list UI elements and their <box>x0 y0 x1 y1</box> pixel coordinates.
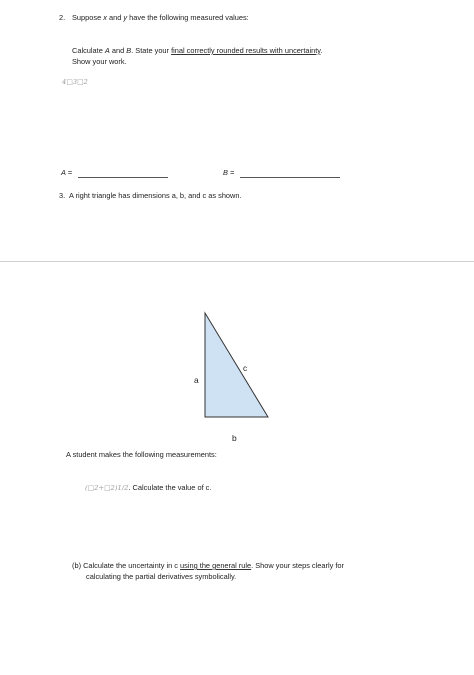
q3-part-a-text: . Calculate the value of c. <box>128 483 212 492</box>
q2-var-A: A <box>104 46 110 55</box>
q3-part-b-line1 <box>72 560 344 571</box>
right-triangle-diagram <box>190 305 280 425</box>
q2-calculate-line <box>72 45 323 56</box>
q3-part-b-underlined: using the general rule <box>180 561 252 570</box>
q2-answer-a-label: A = <box>61 168 73 177</box>
q2-prompt-and: and <box>106 13 124 22</box>
q2-calc-end: . <box>320 46 323 55</box>
page-divider <box>0 261 474 262</box>
triangle-side-b-label: b <box>232 433 237 443</box>
q2-calc-underlined: final correctly rounded results with uncertainty <box>171 46 321 55</box>
q3-number: 3. <box>59 191 66 200</box>
triangle-shape <box>205 313 268 417</box>
q2-calc-pre: Calculate <box>72 46 105 55</box>
q2-prompt <box>72 12 249 23</box>
q3-measurements-text: A student makes the following measurements: <box>66 450 217 459</box>
q2-var-y: y <box>123 13 128 22</box>
q3-part-a-line <box>85 482 211 494</box>
q3-part-b-post: . Show your steps clearly for <box>251 561 344 570</box>
q2-answer-b-blank[interactable] <box>240 177 340 178</box>
triangle-side-a-label: a <box>194 375 199 385</box>
q3-part-b-line2: calculating the partial derivatives symbolically. <box>86 572 237 581</box>
q2-var-B: B <box>126 46 132 55</box>
q2-calc-mid: . State your <box>131 46 172 55</box>
q2-prompt-pre: Suppose <box>72 13 104 22</box>
q2-answer-b-label: B = <box>223 168 235 177</box>
q2-prompt-post: have the following measured values: <box>127 13 249 22</box>
triangle-side-c-label: c <box>243 363 248 373</box>
q2-var-x: x <box>103 13 107 22</box>
q2-equation-garbled: 4□3□2 <box>62 78 88 86</box>
q2-calc-and: and <box>109 46 127 55</box>
q2-show-work: Show your work. <box>72 57 127 66</box>
q3-part-b-pre: (b) Calculate the uncertainty in c <box>72 561 181 570</box>
q3-part-a-garbled: (□2+□2)1/2 <box>85 484 129 492</box>
q2-number: 2. <box>59 13 66 22</box>
q3-prompt: A right triangle has dimensions a, b, and c as shown. <box>69 191 242 200</box>
q2-answer-a-blank[interactable] <box>78 177 168 178</box>
